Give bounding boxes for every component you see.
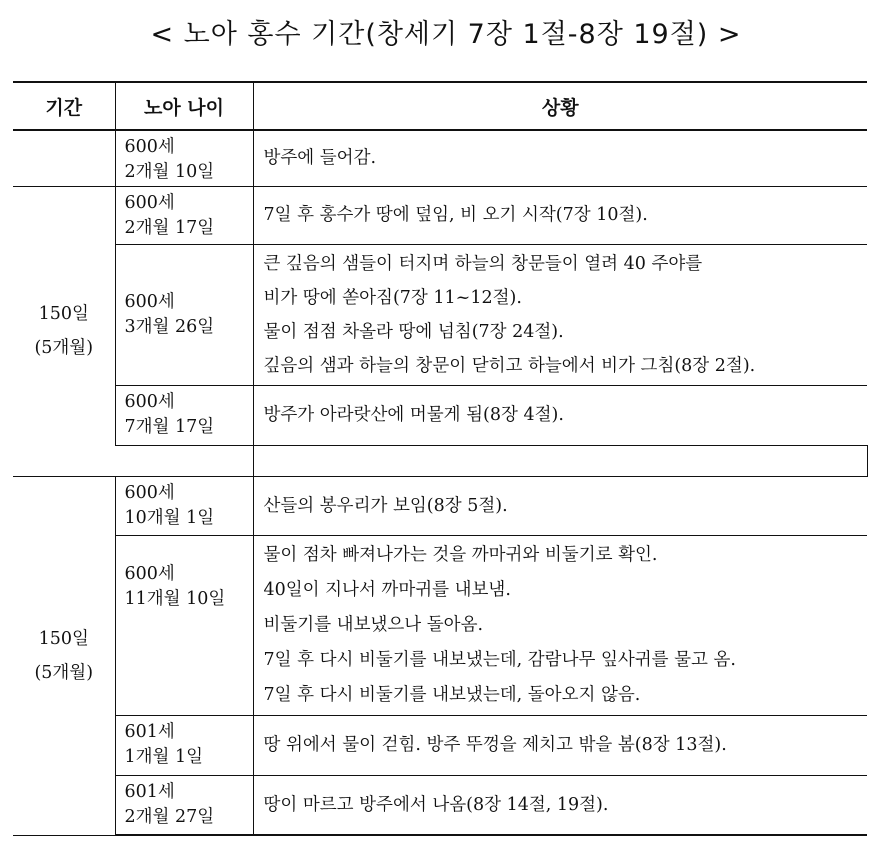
situation-cell [253,385,867,445]
age-months-days: 7개월 17일 [124,416,215,437]
age-cell [115,476,253,535]
period-cell-empty [13,130,115,186]
situation-cell [253,476,867,535]
period-months: (5개월) [34,338,94,358]
situation-line: 깊음의 샘과 하늘의 창문이 닫히고 하늘에서 비가 그침(8장 2절). [263,355,756,376]
header-situation: 상황 [253,82,867,130]
situation-line: 7일 후 다시 비둘기를 내보냈는데, 돌아오지 않음. [263,684,641,705]
situation-line: 비가 땅에 쏟아짐(7장 11~12절). [263,287,522,308]
age-months-days: 2개월 27일 [124,806,215,827]
age-cell [115,186,253,244]
age-years: 600세 [124,482,175,503]
age-months-days: 2개월 17일 [124,217,215,238]
age-years: 600세 [124,291,175,312]
age-years: 601세 [124,781,175,802]
age-cell [115,715,253,775]
flood-timeline-table [13,81,867,836]
age-years: 600세 [124,563,175,584]
situation-line: 큰 깊음의 샘들이 터지며 하늘의 창문들이 열려 40 주야를 [263,253,703,274]
period-cell [13,476,115,835]
spacer-cell [115,445,253,476]
table-row [13,244,867,385]
header-period: 기간 [13,82,115,130]
situation-line: 7일 후 홍수가 땅에 덮임, 비 오기 시작(7장 10절). [263,205,648,225]
table-spacer-row [13,445,867,476]
situation-line: 산들의 봉우리가 보임(8장 5절). [263,495,508,516]
situation-cell [253,775,867,835]
situation-cell [253,244,867,385]
table-row [13,476,867,535]
situation-cell [253,130,867,186]
age-months-days: 1개월 1일 [124,746,204,767]
situation-line: 방주가 아라랏산에 머물게 됨(8장 4절). [263,405,564,425]
table-row [13,130,867,186]
spacer-cell [253,445,867,476]
age-cell [115,385,253,445]
age-cell [115,775,253,835]
table-row [13,715,867,775]
table-row [13,186,867,244]
table-row [13,385,867,445]
age-years: 600세 [124,391,175,412]
age-years: 601세 [124,721,175,742]
situation-cell [253,186,867,244]
table-row [13,535,867,715]
situation-line: 물이 점차 빠져나가는 것을 까마귀와 비둘기로 확인. [263,544,658,565]
age-months-days: 2개월 10일 [124,162,215,182]
age-cell [115,244,253,385]
age-cell [115,535,253,715]
situation-line: 40일이 지나서 까마귀를 내보냄. [263,579,511,600]
document-title: < 노아 홍수 기간(창세기 7장 1절-8장 19절) > [150,19,742,50]
period-days: 150일 [38,628,89,649]
age-cell [115,130,253,186]
period-days: 150일 [38,304,89,324]
age-months-days: 11개월 10일 [124,588,226,609]
header-age: 노아 나이 [115,82,253,130]
situation-line: 땅 위에서 물이 걷힘. 방주 뚜껑을 제치고 밖을 봄(8장 13절). [263,735,727,755]
situation-line: 7일 후 다시 비둘기를 내보냈는데, 감람나무 잎사귀를 물고 옴. [263,649,736,670]
table-row [13,775,867,835]
age-years: 600세 [124,137,175,157]
situation-line: 물이 점점 차올라 땅에 넘침(7장 24절). [263,321,564,342]
age-months-days: 3개월 26일 [124,316,215,337]
period-cell [13,186,115,476]
situation-line: 땅이 마르고 방주에서 나옴(8장 14절, 19절). [263,794,609,815]
age-years: 600세 [124,192,175,213]
age-months-days: 10개월 1일 [124,507,215,528]
table-header-row [13,82,867,130]
period-months: (5개월) [34,662,94,683]
situation-cell [253,715,867,775]
situation-line: 비둘기를 내보냈으나 돌아옴. [263,614,484,635]
situation-cell [253,535,867,715]
situation-line: 방주에 들어감. [263,148,377,169]
